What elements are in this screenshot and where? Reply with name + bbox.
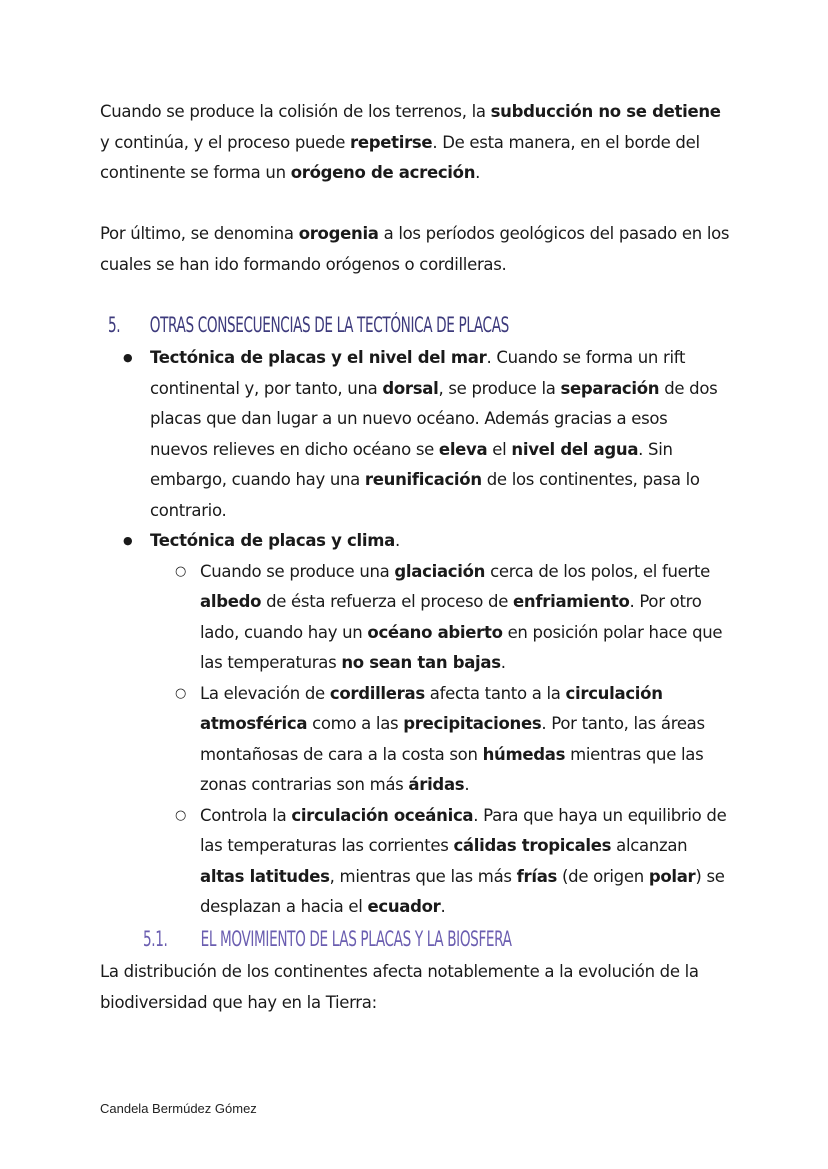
bold-text: orógeno de acreción <box>290 163 476 182</box>
text: de ésta refuerza el proceso de <box>261 592 514 611</box>
list-item <box>200 801 730 923</box>
text: . <box>440 897 446 916</box>
text: . <box>500 653 506 672</box>
text: . Por otro lado, cuando hay un <box>200 592 702 642</box>
text: . Para que haya un equilibrio de las temperaturas las corrientes <box>200 805 727 855</box>
text: a los períodos geológicos del pasado en los cuales se han ido formando orógenos o cordilleras. <box>100 224 730 274</box>
bold-text: subducción no se detiene <box>490 102 721 121</box>
text: La distribución de los continentes afecta notablemente a la evolución de la biodiversidad que hay en la Tierra: <box>100 962 699 1012</box>
text: afecta tanto a la <box>424 683 566 703</box>
bold-text: Tectónica de placas y clima <box>150 531 395 550</box>
text: alcanzan <box>611 836 688 855</box>
bold-text: dorsal <box>382 378 439 398</box>
bold-text: circulación atmosférica <box>200 683 663 733</box>
text: Cuando se produce una <box>200 561 395 581</box>
text: . <box>464 775 470 794</box>
text: , mientras que las más <box>329 866 517 886</box>
text: (de origen <box>557 866 649 886</box>
bold-text: cálidas tropicales <box>453 836 612 855</box>
text: y continúa, y el proceso puede <box>100 132 350 152</box>
text: Cuando se produce la colisión de los terrenos, la <box>100 102 491 121</box>
sub-list <box>200 557 730 923</box>
bold-text: altas latitudes <box>200 866 330 886</box>
bold-text: orogenia <box>298 224 379 243</box>
bold-text: eleva <box>438 439 488 459</box>
text: . Sin embargo, cuando hay una <box>150 439 673 489</box>
section-number: 5.1. <box>143 927 168 951</box>
section-title: OTRAS CONSECUENCIAS DE LA TECTÓNICA DE PLACAS <box>149 313 509 337</box>
paragraph-subduction <box>100 97 730 189</box>
section-5-1-heading <box>143 927 512 951</box>
bold-text: nivel del agua <box>511 439 639 459</box>
text: . De esta manera, en el borde del continente se forma un <box>100 132 700 182</box>
text: . <box>475 163 481 182</box>
bold-text: reunificación <box>364 470 482 489</box>
text: mientras que las zonas contrarias son más <box>200 744 704 794</box>
paragraph-biosfera <box>100 957 730 1018</box>
list-item <box>200 679 730 801</box>
bold-text: repetirse <box>350 132 433 152</box>
bold-text: glaciación <box>394 561 486 581</box>
section-number: 5. <box>108 313 121 337</box>
footer-author: Candela Bermúdez Gómez <box>100 1101 257 1116</box>
section-title: EL MOVIMIENTO DE LAS PLACAS Y LA BIOSFERA <box>200 927 512 951</box>
text: en posición polar hace que las temperaturas <box>200 622 723 672</box>
list-item <box>150 343 730 526</box>
bold-text: áridas <box>408 775 465 794</box>
bold-text: océano abierto <box>367 622 503 642</box>
bold-text: polar <box>648 866 696 886</box>
text: cerca de los polos, el fuerte <box>485 561 710 581</box>
paragraph-orogenia <box>100 219 730 280</box>
text: como a las <box>307 714 404 733</box>
bold-text: húmedas <box>482 744 566 764</box>
bold-text: enfriamiento <box>513 592 630 611</box>
bold-text: circulación oceánica <box>291 805 474 825</box>
text: el <box>487 439 512 459</box>
bold-text: cordilleras <box>329 683 425 703</box>
section-5-heading <box>108 313 509 337</box>
bold-text: precipitaciones <box>403 714 542 733</box>
text: . Cuando se forma un rift continental y, por tanto, una <box>150 348 686 398</box>
text: de los continentes, pasa lo contrario. <box>150 470 700 520</box>
list-item <box>150 526 730 923</box>
text: , se produce la <box>438 378 561 398</box>
text: de dos placas que dan lugar a un nuevo océano. Además gracias a esos nuevos relieves en dicho océano se <box>150 378 718 459</box>
text: . <box>394 531 400 550</box>
text: La elevación de <box>200 683 330 703</box>
text: ) se desplazan a hacia el <box>200 866 725 916</box>
text: Controla la <box>200 805 292 825</box>
bold-text: no sean tan bajas <box>341 653 501 672</box>
bold-text: albedo <box>200 592 262 611</box>
text: . Por tanto, las áreas montañosas de cara a la costa son <box>200 714 705 764</box>
bullet-list <box>150 343 730 923</box>
bold-text: Tectónica de placas y el nivel del mar <box>150 348 487 367</box>
list-item <box>200 557 730 679</box>
bold-text: frías <box>516 866 558 886</box>
bold-text: separación <box>560 378 660 398</box>
text: Por último, se denomina <box>100 224 299 243</box>
bold-text: ecuador <box>367 897 441 916</box>
